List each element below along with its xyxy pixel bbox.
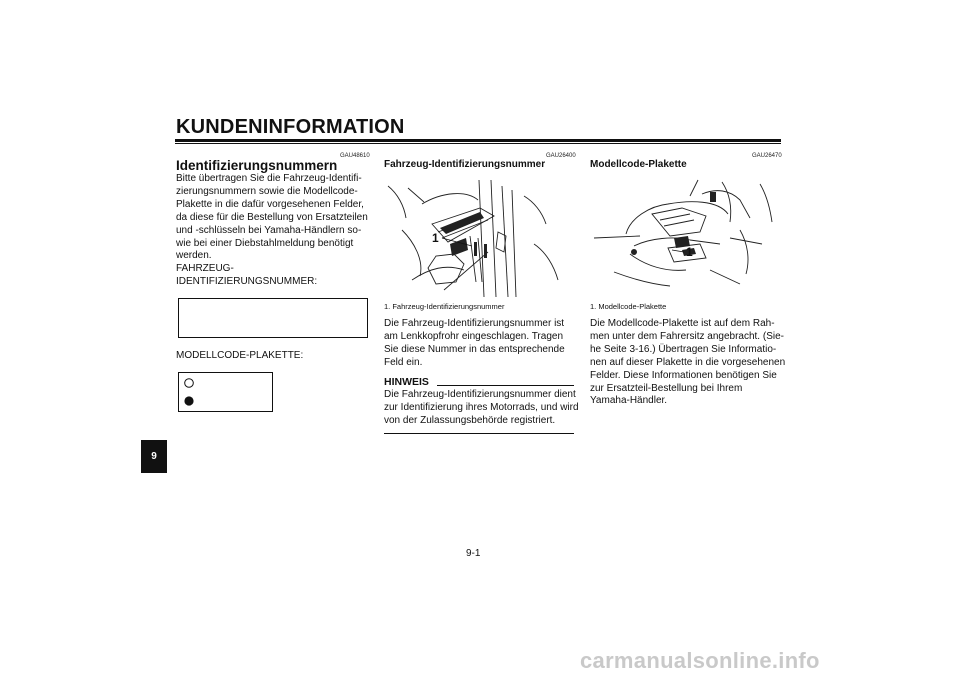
model-code-label: MODELLCODE-PLAKETTE:: [176, 350, 304, 361]
watermark: carmanualsonline.info: [580, 648, 820, 673]
section-body: [176, 173, 368, 289]
note-heading-rule: [437, 385, 574, 386]
body-line: Sie diese Nummer in das entsprechende: [384, 343, 565, 355]
body-line: Yamaha-Händler.: [590, 395, 668, 407]
section-heading: Fahrzeug-Identifizierungsnummer: [384, 159, 546, 170]
figure-caption: 1. Fahrzeug-Identifizierungsnummer: [384, 302, 505, 311]
note-line: zur Identifizierung ihres Motorrads, und wird: [384, 401, 579, 413]
page-title: KUNDENINFORMATION: [176, 116, 405, 138]
body-line: werden.: [176, 250, 212, 262]
section-heading: Identifizierungsnummern: [176, 158, 338, 173]
note-heading: HINWEIS: [384, 376, 429, 388]
callout-number: 1: [686, 245, 693, 259]
note-body: [384, 389, 579, 427]
body-line: da diese für die Bestellung von Ersatzteilen: [176, 211, 368, 223]
body-line: und -schlüsseln bei Yamaha-Händlern so-: [176, 224, 362, 236]
body-line: Bitte übertragen Sie die Fahrzeug-Identifi-: [176, 173, 362, 184]
body-line: Feld ein.: [384, 356, 423, 368]
callout-number: 1: [432, 231, 439, 245]
vin-entry-box[interactable]: [178, 298, 368, 338]
model-code-entry-box[interactable]: [178, 372, 273, 412]
section-body: [384, 318, 565, 370]
body-line: nen auf dieser Plakette in die vorgesehenen: [590, 356, 786, 368]
title-rule-thick: [175, 139, 781, 142]
body-line: Die Modellcode-Plakette ist auf dem Rah-: [590, 318, 775, 329]
body-line: Die Fahrzeug-Identifizierungsnummer ist: [384, 318, 565, 329]
figure-caption: 1. Modellcode-Plakette: [590, 302, 667, 311]
model-plate-location-illustration: [590, 174, 780, 298]
section-code: GAU26470: [752, 153, 782, 159]
body-line: men unter dem Fahrersitz angebracht. (Sie-: [590, 330, 784, 342]
body-line: zur Ersatzteil-Bestellung bei Ihrem: [590, 382, 743, 394]
note-line: von der Zulassungsbehörde registriert.: [384, 414, 556, 426]
vin-label: FAHRZEUG-: [176, 263, 234, 275]
section-code: GAU26400: [546, 153, 576, 159]
section-body: [590, 318, 785, 408]
body-line: Felder. Diese Informationen benötigen Sie: [590, 369, 777, 381]
chapter-tab: 9: [141, 440, 167, 473]
page-number: 9-1: [466, 548, 481, 559]
section-heading: Modellcode-Plakette: [590, 159, 687, 170]
section-code: GAU48610: [340, 153, 370, 159]
vin-label: IDENTIFIZIERUNGSNUMMER:: [176, 276, 318, 288]
body-line: he Seite 3-16.) Übertragen Sie Informatio-: [590, 343, 777, 355]
title-rule-thin: [175, 143, 781, 144]
body-line: wie bei einer Diebstahlmeldung benötigt: [176, 237, 354, 249]
note-end-rule: [384, 433, 574, 434]
model-code-symbols-icon: [182, 375, 198, 411]
body-line: Plakette in die dafür vorgesehenen Felder,: [176, 198, 364, 210]
note-line: Die Fahrzeug-Identifizierungsnummer dient: [384, 389, 576, 400]
body-line: zierungsnummern sowie die Modellcode-: [176, 185, 358, 197]
body-line: am Lenkkopfrohr eingeschlagen. Tragen: [384, 330, 564, 342]
vin-location-illustration: [384, 172, 574, 300]
